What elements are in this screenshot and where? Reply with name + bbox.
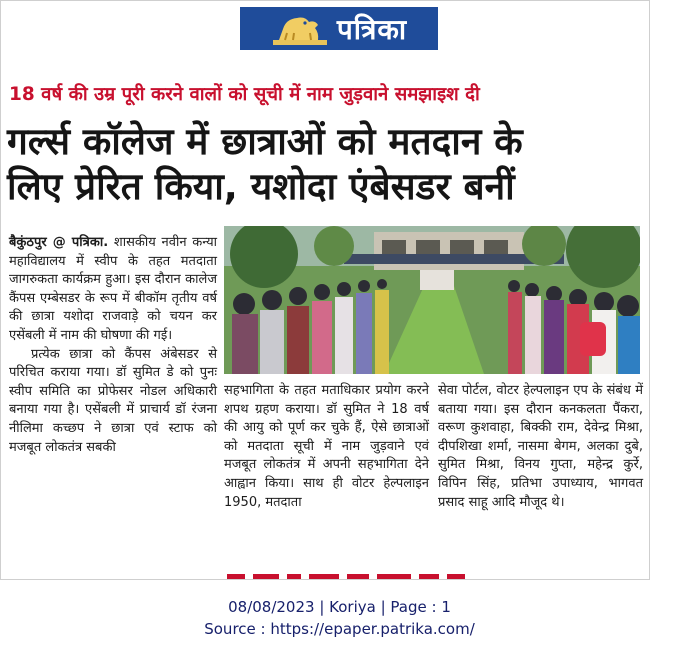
dateline: बैकुंठपुर @ पत्रिका.	[9, 235, 109, 250]
column-3-text: सेवा पोर्टल, वोटर हेल्पलाइन एप के संबंध में बताया गया। इस दौरान कनकलता पैंकरा, वरूण कुशवाहा, बिक्की राम, देवेन्द्र मिश्रा, दीपशिखा शर्मा, नासमा बेगम, अलका दुबे, सुमित मिश्रा, विनय गुप्ता, महेन्द्र कुर्रे, विपिन सिंह, प्रतिभा उपाध्याय, भागवत प्रसाद साहू आदि मौजूद थे।	[438, 383, 643, 510]
cut-off-next-article	[223, 565, 473, 579]
column-1-lead-text: शासकीय नवीन कन्या महाविद्यालय में स्वीप के तहत मतदाता जागरुकता कार्यक्रम हुआ। इस दौरान कालेज कैंपस एम्बेसडर के रूप में बीकॉम तृतीय वर्ष की छात्रा यशोदा राजवाड़े को चयन कर एसेंबली में नाम की घोषणा की गई।	[9, 235, 217, 343]
patrika-masthead	[240, 7, 438, 50]
article-headline	[7, 119, 647, 209]
students-assembly-photo	[224, 226, 640, 374]
headline-line-2: लिए प्रेरित किया, यशोदा एंबेसडर बनीं	[7, 165, 515, 208]
lion-logo-icon	[271, 11, 329, 47]
column-1-paragraph-1	[9, 234, 217, 346]
headline-line-1: गर्ल्स कॉलेज में छात्राओं को मतदान के	[7, 120, 523, 163]
article-column-2	[224, 382, 429, 512]
article-column-3	[438, 382, 643, 512]
column-1-paragraph-2: प्रत्येक छात्रा को कैंपस अंबेसडर से परिचित कराया गया। डॉ सुमित डे को पुनः स्वीप समिति का प्रोफेसर नोडल अधिकारी बनाया गया है। एसेंबली में प्राचार्य डॉ रंजना नीलिमा कच्छप ने छात्रा एवं स्टाफ को मजबूत लोकतंत्र सबकी	[9, 346, 217, 455]
edition-line: 08/08/2023 | Koriya | Page : 1	[228, 598, 451, 616]
article-column-1	[9, 234, 217, 457]
event-photo	[224, 226, 640, 374]
epaper-footer	[0, 596, 679, 640]
column-2-text: सहभागिता के तहत मताधिकार प्रयोग करने शपथ ग्रहण कराया। डॉ सुमित ने 18 वर्ष की आयु को पूर्ण कर चुके हैं, ऐसे छात्राओं को मतदाता सूची में नाम जुड़वाने एवं मजबूत लोकतंत्र में अपनी सहभागिता देने आह्वान किया। साथ ही वोटर हेल्पलाइन 1950, मतदाता	[224, 383, 429, 510]
article-kicker: 18 वर्ष की उम्र पूरी करने वालों को सूची में नाम जुड़वाने समझाइश दी	[9, 84, 480, 105]
masthead-title: पत्रिका	[336, 12, 408, 46]
source-line: Source : https://epaper.patrika.com/	[204, 620, 475, 638]
